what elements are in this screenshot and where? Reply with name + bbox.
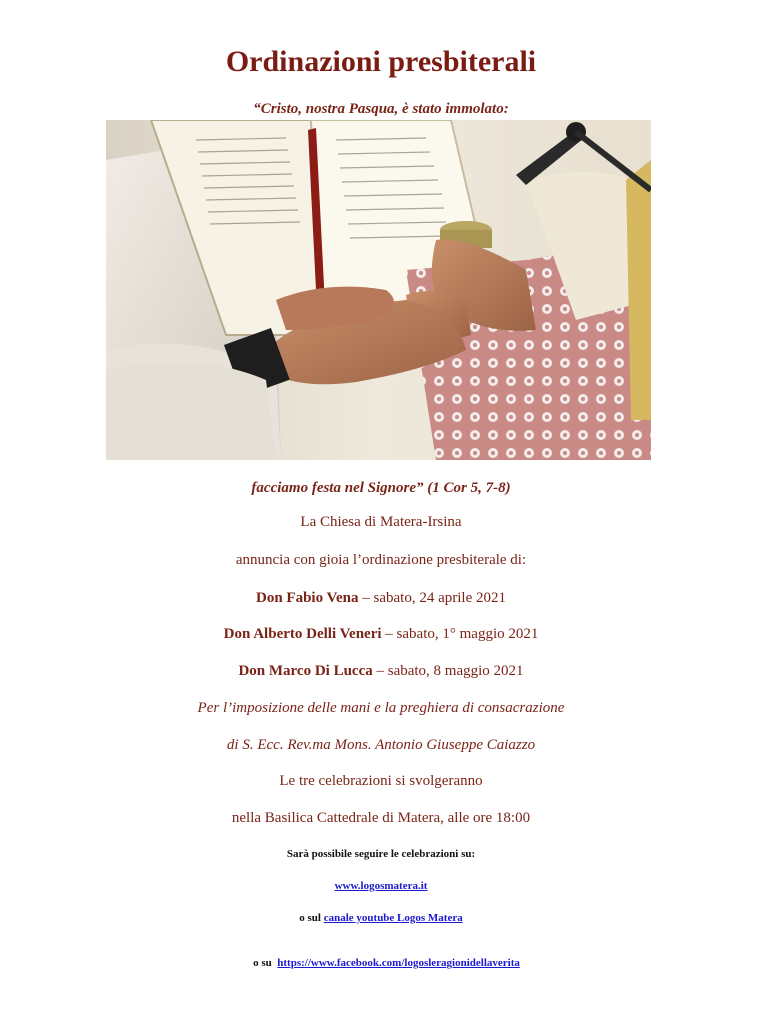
church-name: La Chiesa di Matera-Irsina (300, 514, 462, 530)
follow-text: Sarà possibile seguire le celebrazioni su: (286, 848, 476, 860)
liturgical-hands-photo (106, 120, 651, 460)
celebrations-line-2: nella Basilica Cattedrale di Matera, alle ore 18:00 (231, 810, 531, 826)
ordination-date-1: – sabato, 24 aprile 2021 (358, 590, 506, 606)
celebrations-line-1: Le tre celebrazioni si svolgeranno (279, 773, 483, 789)
announcement: annuncia con gioia l’ordinazione presbiterale di: (235, 552, 527, 568)
ordination-date-2: – sabato, 1° maggio 2021 (381, 626, 539, 642)
ordination-item-2 (0, 626, 762, 643)
facebook-link[interactable]: https://www.facebook.com/logosleragionidellaverita (277, 957, 520, 969)
youtube-link-line (0, 912, 762, 924)
ordination-item-1 (0, 590, 762, 607)
facebook-link-line (0, 945, 762, 981)
ordination-name-2: Don Alberto Delli Veneri (223, 626, 382, 642)
quote-opening: “Cristo, nostra Pasqua, è stato immolato: (253, 101, 509, 117)
ordination-item-3 (0, 663, 762, 680)
ordination-name-3: Don Marco Di Lucca (238, 663, 373, 679)
youtube-link[interactable]: canale youtube Logos Matera (323, 912, 463, 924)
site-link-line (0, 880, 762, 892)
ordination-name-1: Don Fabio Vena (255, 590, 359, 606)
ordination-date-3: – sabato, 8 maggio 2021 (372, 663, 524, 679)
consecration-line-1: Per l’imposizione delle mani e la preghiera di consacrazione (197, 700, 565, 716)
consecration-line-2: di S. Ecc. Rev.ma Mons. Antonio Giuseppe Caiazzo (226, 737, 536, 753)
site-link[interactable]: www.logosmatera.it (334, 880, 428, 892)
page-title: Ordinazioni presbiterali (225, 45, 537, 78)
youtube-prefix: o sul (299, 912, 324, 924)
quote-closing: facciamo festa nel Signore” (1 Cor 5, 7-8) (251, 480, 511, 496)
facebook-prefix: o su (253, 957, 278, 969)
